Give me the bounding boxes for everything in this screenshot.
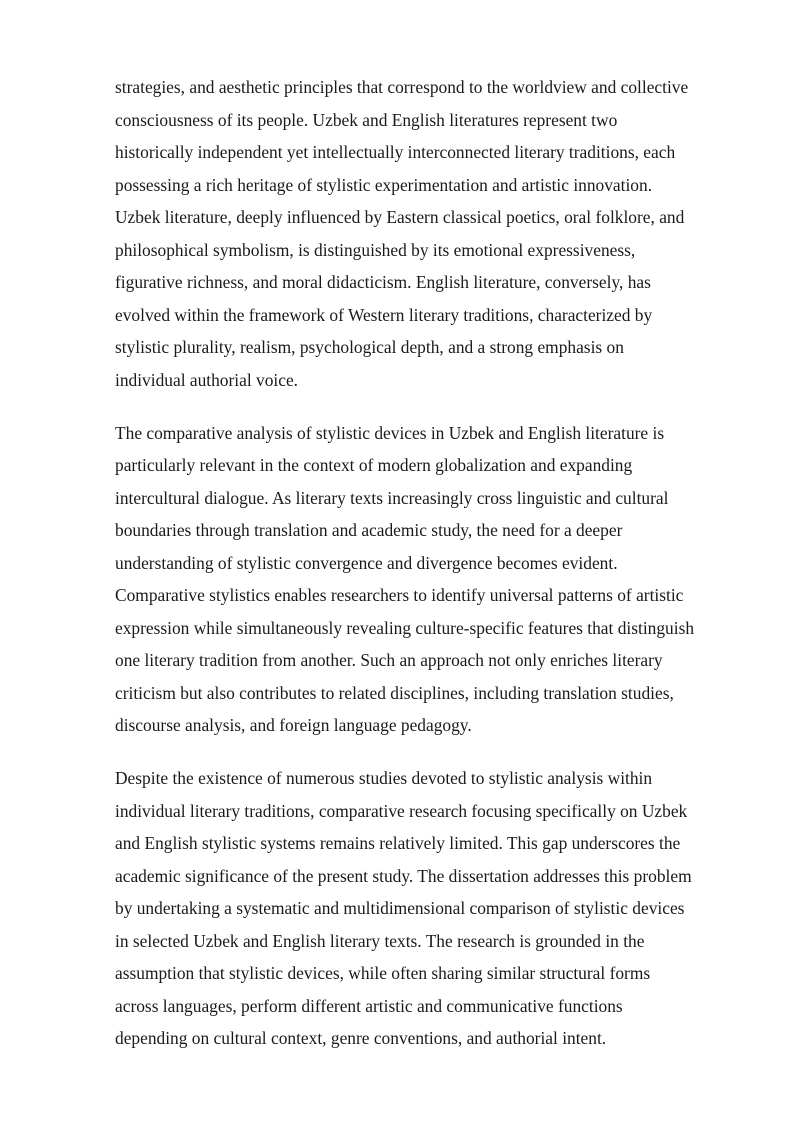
text-line: individual authorial voice. xyxy=(115,369,299,390)
text-line: depending on cultural context, genre conventions, and authorial intent. xyxy=(115,1028,607,1048)
text-line: figurative richness, and moral didacticism. English literature, conversely, has xyxy=(115,272,651,292)
text-line: consciousness of its people. Uzbek and English literatures represent two xyxy=(115,109,618,130)
text-line: and English stylistic systems remains relatively limited. This gap underscores the xyxy=(115,833,681,853)
text-line: evolved within the framework of Western literary traditions, characterized by xyxy=(115,304,653,325)
text-line: stylistic plurality, realism, psychological depth, and a strong emphasis on xyxy=(115,337,624,357)
text-line: understanding of stylistic convergence and divergence becomes evident. xyxy=(115,552,618,573)
text-line: intercultural dialogue. As literary texts increasingly cross linguistic and cultural xyxy=(115,487,669,508)
text-line: academic significance of the present study. The dissertation addresses this problem xyxy=(115,865,692,886)
text-line: strategies, and aesthetic principles that correspond to the worldview and collective xyxy=(115,77,689,97)
text-line: philosophical symbolism, is distinguished by its emotional expressiveness, xyxy=(115,239,636,260)
text-line: discourse analysis, and foreign language pedagogy. xyxy=(115,715,472,735)
text-line: The comparative analysis of stylistic devices in Uzbek and English literature is xyxy=(115,422,665,443)
text-line: possessing a rich heritage of stylistic experimentation and artistic innovation. xyxy=(115,174,653,195)
text-line: one literary tradition from another. Such an approach not only enriches literary xyxy=(115,650,663,670)
text-line: boundaries through translation and academic study, the need for a deeper xyxy=(115,520,623,540)
text-line: Despite the existence of numerous studies devoted to stylistic analysis within xyxy=(115,768,653,788)
paragraph-3 xyxy=(115,762,745,1055)
text-line: expression while simultaneously revealing culture-specific features that distinguish xyxy=(115,617,695,638)
text-line: across languages, perform different artistic and communicative functions xyxy=(115,995,623,1016)
text-line: Uzbek literature, deeply influenced by Eastern classical poetics, oral folklore, and xyxy=(115,207,685,227)
text-line: assumption that stylistic devices, while often sharing similar structural forms xyxy=(115,963,651,983)
paragraph-1 xyxy=(115,71,745,396)
text-line: criticism but also contributes to related disciplines, including translation studies, xyxy=(115,682,674,703)
text-line: by undertaking a systematic and multidimensional comparison of stylistic devices xyxy=(115,898,685,918)
paragraph-2 xyxy=(115,417,745,742)
text-line: in selected Uzbek and English literary texts. The research is grounded in the xyxy=(115,930,645,951)
text-line: Comparative stylistics enables researchers to identify universal patterns of artistic xyxy=(115,585,684,605)
text-line: historically independent yet intellectually interconnected literary traditions, each xyxy=(115,142,676,162)
text-line: individual literary traditions, comparative research focusing specifically on Uzbek xyxy=(115,800,688,821)
text-line: particularly relevant in the context of modern globalization and expanding xyxy=(115,455,633,475)
document-body xyxy=(115,71,745,1055)
